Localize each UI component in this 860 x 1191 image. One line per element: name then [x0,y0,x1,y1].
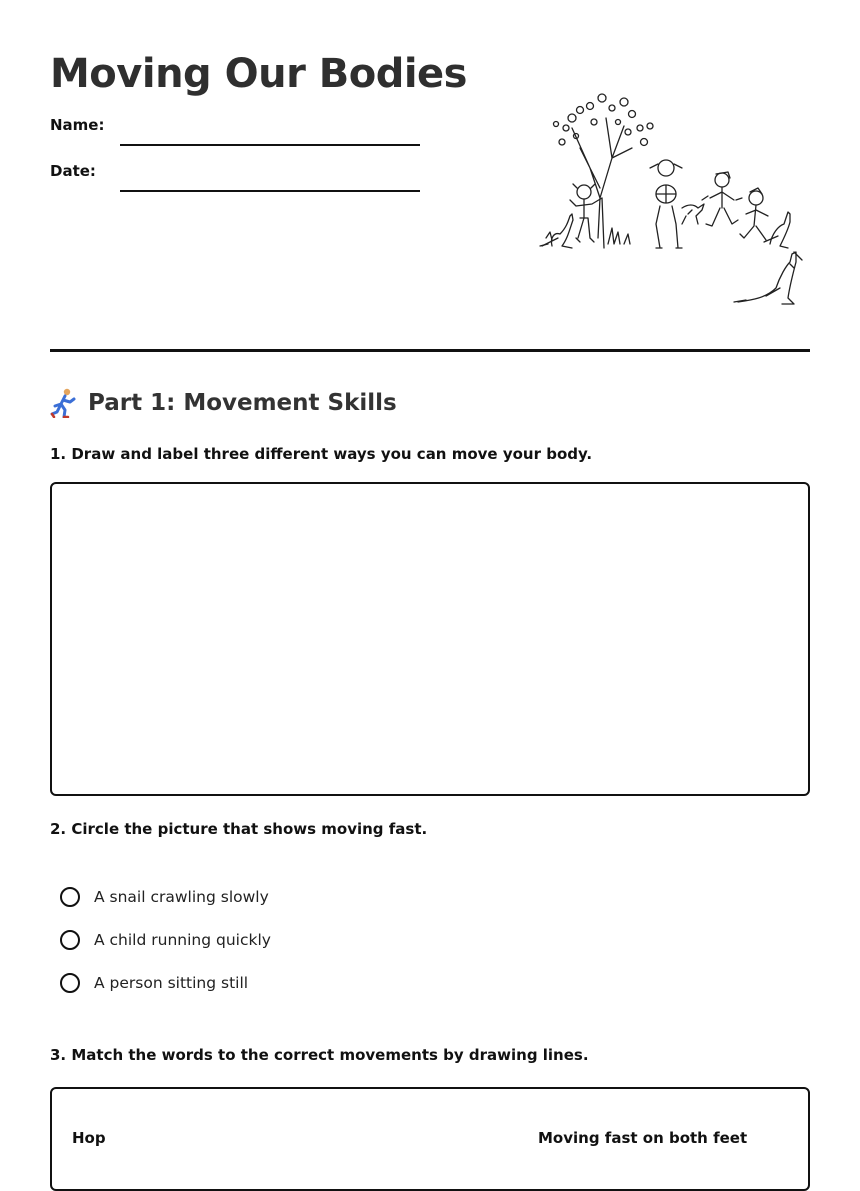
running-person-icon [50,388,78,418]
match-description[interactable]: Moving fast on both feet [538,1129,748,1147]
radio-circle[interactable] [60,887,80,907]
radio-circle[interactable] [60,973,80,993]
question-3: 3. Match the words to the correct movements by drawing lines. [50,1046,589,1064]
date-field[interactable] [50,162,420,192]
date-label: Date: [50,162,96,180]
date-line[interactable] [120,190,420,192]
option-snail[interactable] [60,884,269,910]
option-label: A child running quickly [94,931,271,949]
header-divider [50,349,810,352]
question-2: 2. Circle the picture that shows moving fast. [50,820,428,838]
name-line[interactable] [120,144,420,146]
matching-area[interactable] [50,1087,810,1191]
option-label: A person sitting still [94,974,249,992]
drawing-area[interactable] [50,482,810,796]
children-playing-illustration [532,88,810,314]
name-field[interactable] [50,116,420,146]
option-child-running[interactable] [60,927,271,953]
part1-heading [50,388,397,418]
option-person-sitting[interactable] [60,970,248,996]
match-word-hop[interactable]: Hop [72,1129,106,1147]
worksheet-title: Moving Our Bodies [50,51,467,97]
name-label: Name: [50,116,105,134]
question-1: 1. Draw and label three different ways you can move your body. [50,445,593,463]
option-label: A snail crawling slowly [94,888,269,906]
radio-circle[interactable] [60,930,80,950]
part1-title: Part 1: Movement Skills [88,390,397,416]
